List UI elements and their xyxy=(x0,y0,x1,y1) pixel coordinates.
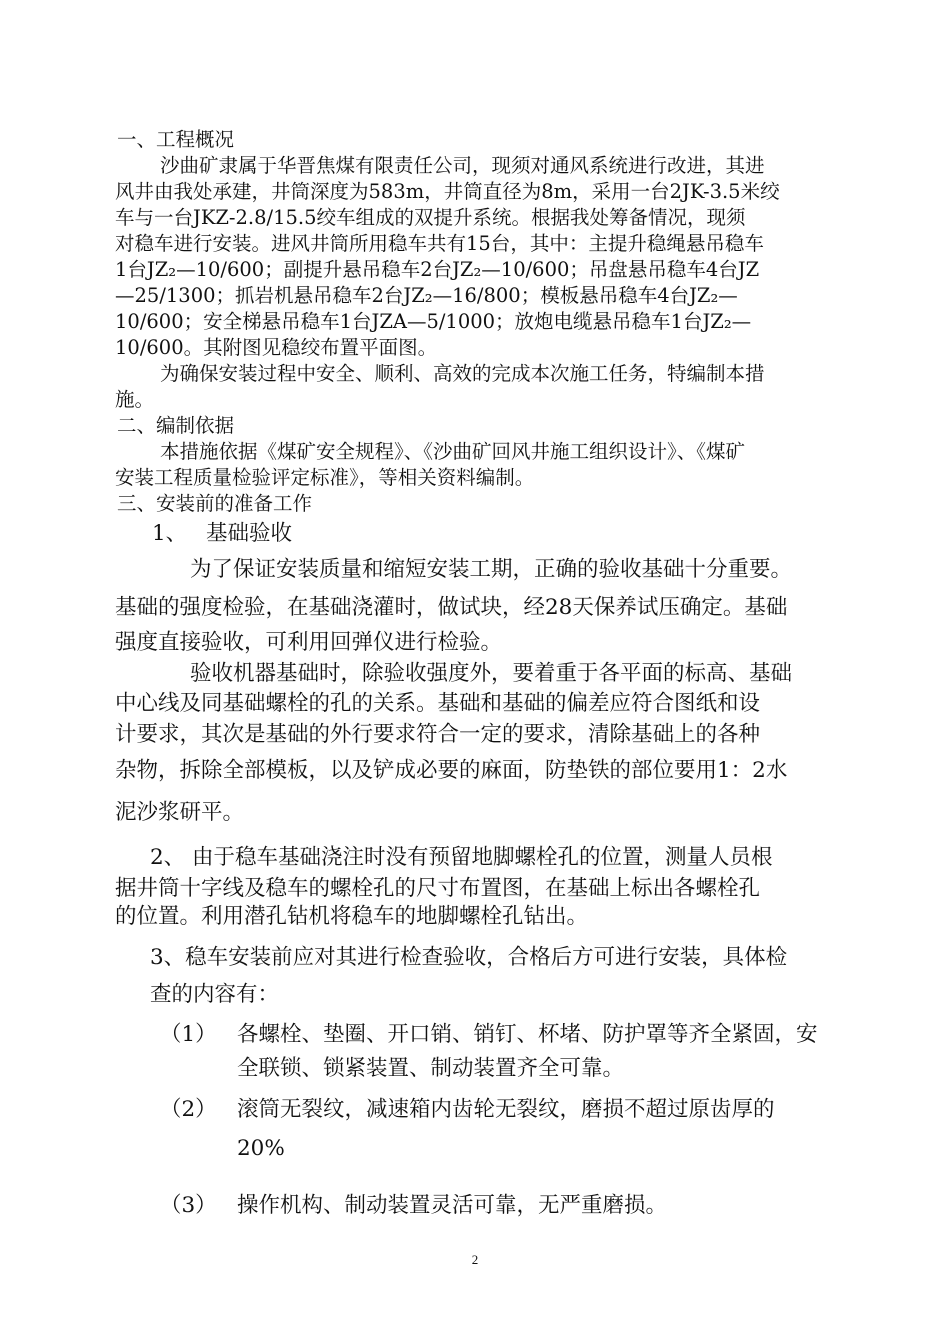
section-heading-basis: 二、编制依据 xyxy=(117,414,235,437)
page-number: 2 xyxy=(471,1252,479,1267)
paragraph-line: 杂物，拆除全部模板，以及铲成必要的麻面，防垫铁的部位要用1：2水 xyxy=(115,758,788,783)
paragraph-line: 为确保安装过程中安全、顺利、高效的完成本次施工任务，特编制本措 xyxy=(160,362,765,385)
paragraph-line: 中心线及同基础螺栓的孔的关系。基础和基础的偏差应符合图纸和设 xyxy=(115,691,761,716)
paragraph-line: 施。 xyxy=(115,388,155,411)
paragraph-line: 沙曲矿隶属于华晋焦煤有限责任公司，现须对通风系统进行改进，其进 xyxy=(160,154,765,177)
paragraph-line: 10/600。其附图见稳绞布置平面图。 xyxy=(115,336,438,359)
paragraph-line: 10/600；安全梯悬吊稳车1台JZA—5/1000；放炮电缆悬吊稳车1台JZ₂— xyxy=(115,310,752,333)
paragraph-line: 计要求，其次是基础的外行要求符合一定的要求，清除基础上的各种 xyxy=(115,722,761,747)
paragraph-line: 查的内容有： xyxy=(150,982,280,1007)
paragraph-line: 车与一台JKZ-2.8/15.5绞车组成的双提升系统。根据我处筹备情况，现须 xyxy=(115,206,746,229)
paragraph-line: 据井筒十字线及稳车的螺栓孔的尺寸布置图，在基础上标出各螺栓孔 xyxy=(115,876,761,901)
paragraph-line: 1台JZ₂—10/600；副提升悬吊稳车2台JZ₂—10/600；吊盘悬吊稳车4台JZ xyxy=(115,258,760,281)
paragraph-line: 为了保证安装质量和缩短安装工期，正确的验收基础十分重要。 xyxy=(190,557,793,582)
paragraph-line: 泥沙浆研平。 xyxy=(115,800,245,825)
subitem-line: 操作机构、制动装置灵活可靠，无严重磨损。 xyxy=(237,1193,668,1218)
paragraph-line: 对稳车进行安装。进风井筒所用稳车共有15台，其中：主提升稳绳悬吊稳车 xyxy=(115,232,764,255)
item-number: 1、 xyxy=(152,521,188,546)
paragraph-line: 安装工程质量检验评定标准》，等相关资料编制。 xyxy=(115,466,535,489)
paragraph-line: 2、 由于稳车基础浇注时没有预留地脚螺栓孔的位置，测量人员根 xyxy=(150,845,773,870)
subitem-number: （1） xyxy=(160,1022,217,1047)
section-heading-preparation: 三、安装前的准备工作 xyxy=(117,492,313,515)
subitem-line: 20% xyxy=(237,1136,285,1161)
item-title: 基础验收 xyxy=(206,521,293,546)
subitem-line: 滚筒无裂纹，减速箱内齿轮无裂纹，磨损不超过原齿厚的 xyxy=(237,1097,775,1122)
paragraph-line: 基础的强度检验，在基础浇灌时，做试块，经28天保养试压确定。基础 xyxy=(115,595,788,620)
paragraph-line: 强度直接验收，可利用回弹仪进行检验。 xyxy=(115,630,503,655)
subitem-number: （2） xyxy=(160,1097,217,1122)
subitem-number: （3） xyxy=(160,1193,217,1218)
paragraph-line: 本措施依据《煤矿安全规程》、《沙曲矿回风井施工组织设计》、《煤矿 xyxy=(160,440,746,463)
paragraph-line: 的位置。利用潜孔钻机将稳车的地脚螺栓孔钻出。 xyxy=(115,904,589,929)
subitem-line: 各螺栓、垫圈、开口销、销钉、杯堵、防护罩等齐全紧固，安 xyxy=(237,1022,818,1047)
paragraph-line: —25/1300；抓岩机悬吊稳车2台JZ₂—16/800；模板悬吊稳车4台JZ₂— xyxy=(115,284,738,307)
paragraph-line: 验收机器基础时，除验收强度外，要着重于各平面的标高、基础 xyxy=(190,661,793,686)
paragraph-line: 风井由我处承建，井筒深度为583m，井筒直径为8m，采用一台2JK-3.5米绞 xyxy=(115,180,780,203)
subitem-line: 全联锁、锁紧装置、制动装置齐全可靠。 xyxy=(237,1056,625,1081)
section-heading-overview: 一、工程概况 xyxy=(117,128,235,151)
paragraph-line: 3、稳车安装前应对其进行检查验收，合格后方可进行安装，具体检 xyxy=(150,945,788,970)
